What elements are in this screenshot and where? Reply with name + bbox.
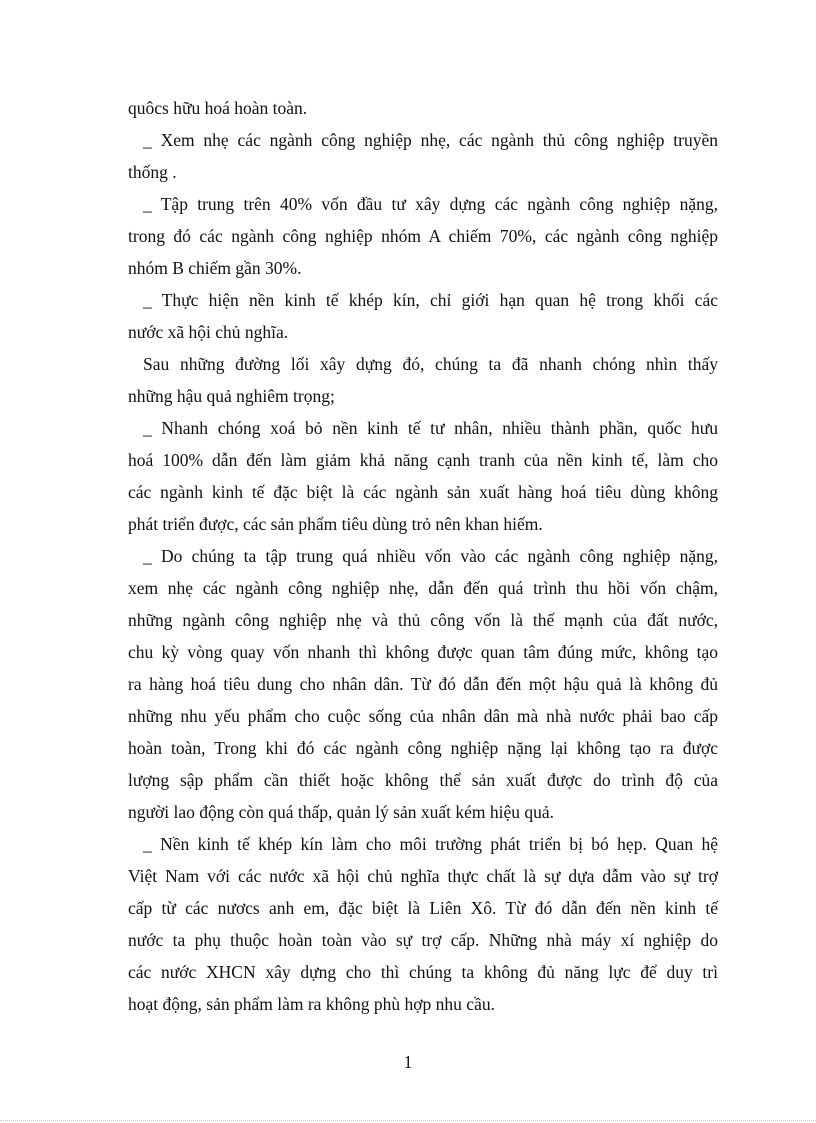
text-line: hoạt động, sản phẩm làm ra không phù hợp nhu cầu. (128, 994, 495, 1014)
text-line: Việt Nam với các nước xã hội chủ nghĩa thực chất là sự dựa dẫm vào sự trợ (128, 866, 718, 886)
text-line: _ Do chúng ta tập trung quá nhiều vốn vào các ngành công nghiệp nặng, (143, 546, 718, 566)
text-line: _ Nền kinh tế khép kín làm cho môi trường phát triển bị bó hẹp. Quan hệ (143, 834, 718, 854)
text-line: Sau những đường lối xây dựng đó, chúng ta đã nhanh chóng nhìn thấy (143, 354, 718, 374)
paragraph (128, 284, 718, 348)
text-line: những nhu yếu phẩm cho cuộc sống của nhân dân mà nhà nước phải bao cấp (128, 706, 718, 726)
text-line: nước ta phụ thuộc hoàn toàn vào sự trợ cấp. Những nhà máy xí nghiệp do (128, 930, 718, 950)
text-line: lượng sập phẩm cần thiết hoặc không thể sản xuất được do trình độ của (128, 770, 718, 790)
text-line: ra hàng hoá tiêu dung cho nhân dân. Từ đó dẫn đến một hậu quả là không đủ (128, 674, 718, 694)
paragraph (128, 412, 718, 540)
text-line: hoàn toàn, Trong khi đó các ngành công nghiệp nặng lại không tạo ra được (128, 738, 718, 758)
text-line: các nước XHCN xây dựng cho thì chúng ta không đủ năng lực để duy trì (128, 962, 718, 982)
paragraph (128, 828, 718, 1020)
text-line: quôcs hữu hoá hoàn toàn. (128, 98, 308, 118)
paragraph (128, 92, 718, 124)
text-line: trong đó các ngành công nghiệp nhóm A chiếm 70%, các ngành công nghiệp (128, 226, 718, 246)
text-line: người lao động còn quá thấp, quản lý sản xuất kém hiệu quả. (128, 802, 555, 822)
text-line: các ngành kinh tế đặc biệt là các ngành sản xuất hàng hoá tiêu dùng không (128, 482, 718, 502)
paragraph (128, 348, 718, 412)
paragraph (128, 188, 718, 284)
page-break-divider (0, 1120, 816, 1121)
text-line: xem nhẹ các ngành công nghiệp nhẹ, dẫn đến quá trình thu hồi vốn chậm, (128, 578, 718, 598)
text-line: nước xã hội chủ nghĩa. (128, 322, 289, 342)
text-line: _ Thực hiện nền kinh tế khép kín, chỉ giới hạn quan hệ trong khối các (143, 290, 718, 310)
text-line: _ Nhanh chóng xoá bỏ nền kinh tế tư nhân, nhiều thành phần, quốc hưu (143, 418, 718, 438)
paragraph (128, 124, 718, 188)
text-line: chu kỳ vòng quay vốn nhanh thì không được quan tâm đúng mức, không tạo (128, 642, 718, 662)
page-number: 1 (403, 1052, 413, 1072)
text-line: những ngành công nghiệp nhẹ và thủ công vốn là thế mạnh của đất nước, (128, 610, 718, 630)
text-line: phát triển được, các sản phẩm tiêu dùng trỏ nên khan hiếm. (128, 514, 543, 534)
text-line: _ Xem nhẹ các ngành công nghiệp nhẹ, các ngành thủ công nghiệp truyền (143, 130, 718, 150)
text-line: thống . (128, 162, 177, 182)
text-line: những hậu quả nghiêm trọng; (128, 386, 335, 406)
text-line: nhóm B chiếm gần 30%. (128, 258, 302, 278)
text-line: _ Tập trung trên 40% vốn đầu tư xây dựng các ngành công nghiệp nặng, (143, 194, 718, 214)
text-line: cấp từ các nươcs anh em, đặc biệt là Liên Xô. Từ đó dẫn đến nền kinh tế (128, 898, 718, 918)
text-line: hoá 100% dẫn đến làm giảm khả năng cạnh tranh của nền kinh tế, làm cho (128, 450, 718, 470)
paragraph (128, 540, 718, 828)
document-body (128, 92, 718, 1020)
